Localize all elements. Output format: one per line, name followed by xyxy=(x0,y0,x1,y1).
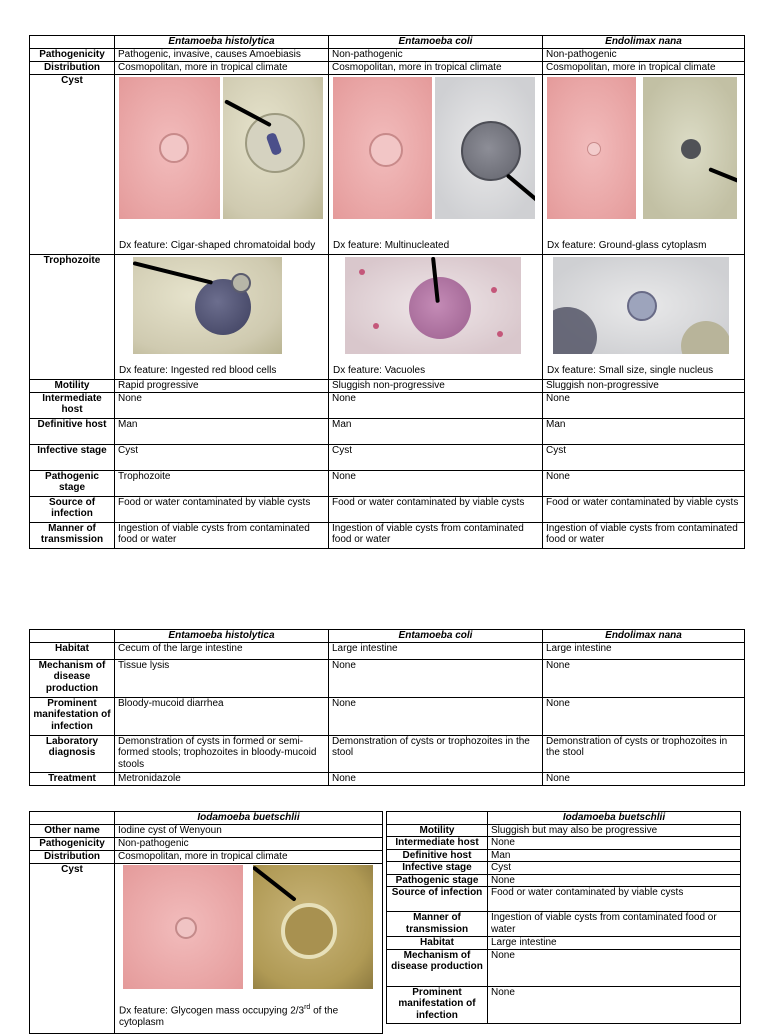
row-header: Intermediate host xyxy=(30,392,115,418)
table-cell: Man xyxy=(329,418,543,444)
header-blank xyxy=(30,812,115,825)
header-blank xyxy=(387,812,488,825)
row-header: Prominent manifestation of infection xyxy=(387,986,488,1023)
table-cell: Metronidazole xyxy=(115,772,329,785)
table-cell: None xyxy=(115,392,329,418)
table-cell: Sluggish but may also be progressive xyxy=(488,824,741,837)
table-cell: Ingestion of viable cysts from contaminated food or water xyxy=(329,522,543,548)
dx-feature-note-text: of the cytoplasm xyxy=(119,1005,339,1028)
dx-feature-note: Dx feature: Multinucleated xyxy=(333,240,450,251)
row-header: Manner of transmission xyxy=(387,912,488,937)
micrograph-image xyxy=(553,257,729,354)
table-cell: Food or water contaminated by viable cysts xyxy=(115,496,329,522)
iodamoeba-table-right xyxy=(386,811,741,1024)
table-cell: Large intestine xyxy=(543,642,745,659)
dx-feature-note-text: Dx feature: Glycogen mass occupying 2/3 xyxy=(119,1005,305,1017)
table-cell: Cecum of the large intestine xyxy=(115,642,329,659)
comparison-table-1 xyxy=(29,35,745,549)
row-header-trophozoite: Trophozoite xyxy=(30,254,115,379)
dx-feature-note: Dx feature: Ingested red blood cells xyxy=(119,365,277,376)
table-cell: Ingestion of viable cysts from contaminated food or water xyxy=(543,522,745,548)
row-header: Distribution xyxy=(30,61,115,74)
row-header: Pathogenicity xyxy=(30,837,115,850)
column-header: Iodamoeba buetschlii xyxy=(115,812,383,825)
table-cell: None xyxy=(543,470,745,496)
header-blank xyxy=(30,36,115,49)
comparison-table-2 xyxy=(29,629,745,786)
column-header: Iodamoeba buetschlii xyxy=(488,812,741,825)
column-header: Entamoeba histolytica xyxy=(115,36,329,49)
micrograph-image xyxy=(547,77,636,219)
table-cell: Cyst xyxy=(329,444,543,470)
row-header: Other name xyxy=(30,824,115,837)
table-cell: Cyst xyxy=(543,444,745,470)
table-cell: None xyxy=(329,659,543,697)
dx-feature-note: Dx feature: Cigar-shaped chromatoidal body xyxy=(119,240,316,251)
table-cell: None xyxy=(488,874,741,887)
table-cell: Demonstration of cysts or trophozoites in the stool xyxy=(543,735,745,772)
table-cell: None xyxy=(329,697,543,735)
table-cell: None xyxy=(488,837,741,850)
row-header: Habitat xyxy=(387,937,488,950)
micrograph-image xyxy=(333,77,432,219)
table-cell: Non-pathogenic xyxy=(329,48,543,61)
row-header: Treatment xyxy=(30,772,115,785)
table-cell: Large intestine xyxy=(488,937,741,950)
table-cell: Cosmopolitan, more in tropical climate xyxy=(543,61,745,74)
dx-feature-note-superscript: rd xyxy=(304,1004,311,1012)
micrograph-image xyxy=(345,257,521,354)
column-header: Endolimax nana xyxy=(543,630,745,643)
cyst-cell-coli xyxy=(329,74,543,254)
micrograph-image xyxy=(253,865,373,989)
table-cell: Man xyxy=(115,418,329,444)
table-cell: Non-pathogenic xyxy=(115,837,383,850)
row-header: Definitive host xyxy=(387,849,488,862)
table-cell: Cosmopolitan, more in tropical climate xyxy=(115,61,329,74)
row-header: Motility xyxy=(387,824,488,837)
row-header: Intermediate host xyxy=(387,837,488,850)
table-cell: Sluggish non-progressive xyxy=(543,379,745,392)
table-cell: Iodine cyst of Wenyoun xyxy=(115,824,383,837)
column-header: Endolimax nana xyxy=(543,36,745,49)
table-cell: Trophozoite xyxy=(115,470,329,496)
table-cell: Bloody-mucoid diarrhea xyxy=(115,697,329,735)
row-header: Infective stage xyxy=(387,862,488,875)
cyst-cell-histolytica xyxy=(115,74,329,254)
table-cell: None xyxy=(329,772,543,785)
table-cell: None xyxy=(329,470,543,496)
column-header: Entamoeba coli xyxy=(329,630,543,643)
row-header: Source of infection xyxy=(387,887,488,912)
table-cell: Pathogenic, invasive, causes Amoebiasis xyxy=(115,48,329,61)
table-cell: Man xyxy=(488,849,741,862)
table-cell: Rapid progressive xyxy=(115,379,329,392)
table-cell: Non-pathogenic xyxy=(543,48,745,61)
row-header: Source of infection xyxy=(30,496,115,522)
dx-feature-note: Dx feature: Vacuoles xyxy=(333,365,426,376)
iodamoeba-table-left xyxy=(29,811,383,1034)
micrograph-image xyxy=(223,77,323,219)
table-cell: None xyxy=(543,772,745,785)
table-cell: None xyxy=(543,697,745,735)
table-cell: Cyst xyxy=(115,444,329,470)
table-cell: Demonstration of cysts in formed or semi-formed stools; trophozoites in bloody-mucoid stools xyxy=(115,735,329,772)
row-header: Pathogenicity xyxy=(30,48,115,61)
row-header: Motility xyxy=(30,379,115,392)
row-header: Mechanism of disease production xyxy=(387,949,488,986)
table-cell: Tissue lysis xyxy=(115,659,329,697)
row-header-cyst: Cyst xyxy=(30,863,115,1033)
micrograph-image xyxy=(133,257,282,354)
row-header: Definitive host xyxy=(30,418,115,444)
column-header: Entamoeba coli xyxy=(329,36,543,49)
table-cell: Cosmopolitan, more in tropical climate xyxy=(115,850,383,863)
micrograph-image xyxy=(435,77,535,219)
trophozoite-cell-nana xyxy=(543,254,745,379)
column-header: Entamoeba histolytica xyxy=(115,630,329,643)
table-cell: Food or water contaminated by viable cysts xyxy=(543,496,745,522)
dx-feature-note: Dx feature: Ground-glass cytoplasm xyxy=(547,240,707,251)
micrograph-image xyxy=(119,77,220,219)
table-cell: None xyxy=(488,949,741,986)
table-cell: Food or water contaminated by viable cysts xyxy=(329,496,543,522)
micrograph-image xyxy=(123,865,243,989)
cyst-cell-iodamoeba xyxy=(115,863,383,1033)
table-cell: None xyxy=(488,986,741,1023)
row-header: Mechanism of disease production xyxy=(30,659,115,697)
cyst-cell-nana xyxy=(543,74,745,254)
table-cell: None xyxy=(329,392,543,418)
table-cell: Sluggish non-progressive xyxy=(329,379,543,392)
table-cell: None xyxy=(543,392,745,418)
table-cell: None xyxy=(543,659,745,697)
table-cell: Cosmopolitan, more in tropical climate xyxy=(329,61,543,74)
row-header: Prominent manifestation of infection xyxy=(30,697,115,735)
table-cell: Cyst xyxy=(488,862,741,875)
dx-feature-note xyxy=(119,1002,378,1028)
table-cell: Ingestion of viable cysts from contaminated food or water xyxy=(115,522,329,548)
row-header: Pathogenic stage xyxy=(30,470,115,496)
row-header-cyst: Cyst xyxy=(30,74,115,254)
trophozoite-cell-histolytica xyxy=(115,254,329,379)
dx-feature-note: Dx feature: Small size, single nucleus xyxy=(547,365,714,376)
table-cell: Large intestine xyxy=(329,642,543,659)
row-header: Laboratory diagnosis xyxy=(30,735,115,772)
trophozoite-cell-coli xyxy=(329,254,543,379)
row-header: Manner of transmission xyxy=(30,522,115,548)
micrograph-image xyxy=(643,77,737,219)
row-header: Distribution xyxy=(30,850,115,863)
table-cell: Demonstration of cysts or trophozoites in the stool xyxy=(329,735,543,772)
row-header: Habitat xyxy=(30,642,115,659)
header-blank xyxy=(30,630,115,643)
row-header: Infective stage xyxy=(30,444,115,470)
row-header: Pathogenic stage xyxy=(387,874,488,887)
table-cell: Food or water contaminated by viable cysts xyxy=(488,887,741,912)
table-cell: Ingestion of viable cysts from contaminated food or water xyxy=(488,912,741,937)
table-cell: Man xyxy=(543,418,745,444)
